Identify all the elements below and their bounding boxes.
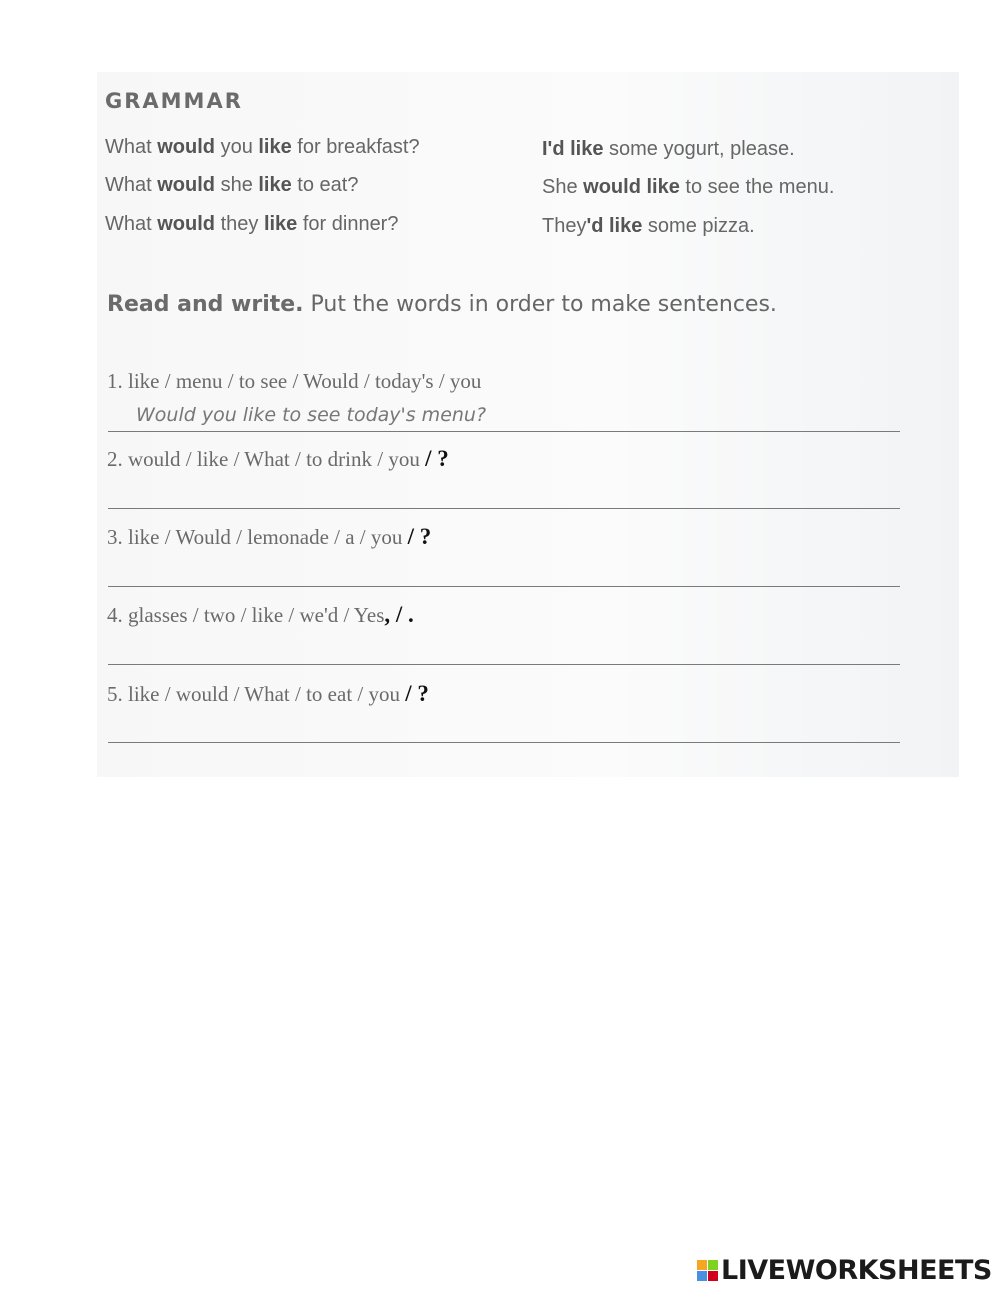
answer-line-4[interactable] [108, 664, 900, 665]
instructions-bold: Read and write. [107, 292, 304, 317]
answer-line-1[interactable] [108, 431, 900, 432]
exercise-item-1: 1. like / menu / to see / Would / today's / you [107, 369, 482, 393]
instructions-text: Put the words in order to make sentences. [303, 292, 777, 317]
grammar-answer-2: She would like to see the menu. [542, 176, 835, 198]
grammar-heading: GRAMMAR [105, 89, 243, 113]
grammar-question-3: What would they like for dinner? [105, 213, 399, 235]
grammar-question-2: What would she like to eat? [105, 174, 359, 196]
exercise-item-5: 5. like / would / What / to eat / you / ? [107, 681, 429, 706]
grammar-question-1: What would you like for breakfast? [105, 136, 420, 158]
grammar-answer-3: They'd like some pizza. [542, 215, 755, 237]
logo-square [697, 1260, 707, 1270]
logo-square [708, 1260, 718, 1270]
logo-square [708, 1271, 718, 1281]
answer-line-5[interactable] [108, 742, 900, 743]
grammar-answer-1: I'd like some yogurt, please. [542, 138, 795, 160]
exercise-item-2: 2. would / like / What / to drink / you / ? [107, 446, 449, 471]
logo-squares-icon [697, 1260, 718, 1281]
logo-square [697, 1271, 707, 1281]
logo-text: LIVEWORKSHEETS [721, 1255, 992, 1286]
answer-line-3[interactable] [108, 586, 900, 587]
exercise-item-4: 4. glasses / two / like / we'd / Yes, / . [107, 602, 414, 627]
exercise-item-3: 3. like / Would / lemonade / a / you / ? [107, 524, 432, 549]
answer-line-2[interactable] [108, 508, 900, 509]
instructions [107, 292, 777, 317]
example-answer: Would you like to see today's menu? [136, 404, 487, 426]
liveworksheets-logo[interactable] [697, 1255, 992, 1286]
